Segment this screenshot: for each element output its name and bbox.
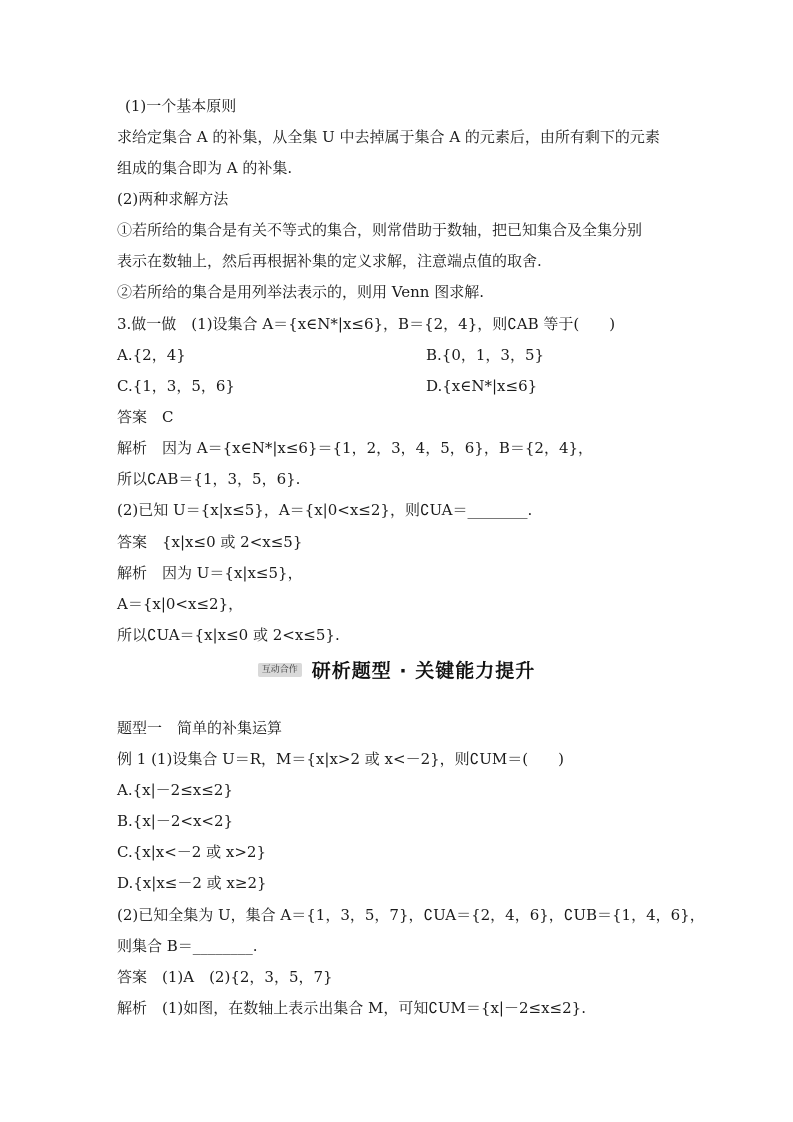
- option-a: A.{2，4}: [117, 346, 186, 364]
- answer-line: 答案 {x|x≤0 或 2<x≤5}: [117, 533, 303, 551]
- exercise-question: 3.做一做 (1)设集合 A＝{x∈N*|x≤6}，B＝{2，4}，则∁AB 等于( ): [117, 315, 616, 333]
- text-line: 则集合 B＝________.: [117, 937, 258, 955]
- exercise-question: (2)已知 U＝{x|x≤5}，A＝{x|0<x≤2}，则∁UA＝________.: [117, 501, 533, 519]
- subheading-methods: (2)两种求解方法: [117, 190, 229, 208]
- answer-line: 答案 C: [117, 408, 174, 426]
- text-line: 组成的集合即为 A 的补集.: [117, 159, 293, 177]
- option-c: C.{x|x<－2 或 x>2}: [117, 843, 266, 861]
- options-row: [117, 376, 697, 396]
- example-question: (2)已知全集为 U，集合 A＝{1，3，5，7}，∁UA＝{2，4，6}，∁UB＝{1，4，6}，: [117, 906, 705, 924]
- analysis-line: 解析 因为 U＝{x|x≤5}，: [117, 564, 303, 582]
- text-line: ②若所给的集合是用列举法表示的，则用 Venn 图求解.: [117, 283, 484, 301]
- option-b: B.{0，1，3，5}: [426, 346, 545, 364]
- text-line: 表示在数轴上，然后再根据补集的定义求解，注意端点值的取舍.: [117, 252, 542, 270]
- option-d: D.{x∈N*|x≤6}: [426, 377, 538, 395]
- example-question: 例 1 (1)设集合 U＝R，M＝{x|x>2 或 x<－2}，则∁UM＝( ): [117, 750, 564, 768]
- text-line: 所以∁AB＝{1，3，5，6}.: [117, 470, 301, 488]
- text-line: A＝{x|0<x≤2}，: [117, 595, 244, 613]
- analysis-line: 解析 (1)如图，在数轴上表示出集合 M，可知∁UM＝{x|－2≤x≤2}.: [117, 999, 586, 1017]
- option-a: A.{x|－2≤x≤2}: [117, 781, 233, 799]
- option-b: B.{x|－2<x<2}: [117, 812, 234, 830]
- analysis-line: 解析 因为 A＝{x∈N*|x≤6}＝{1，2，3，4，5，6}，B＝{2，4}，: [117, 439, 594, 457]
- text-line: 求给定集合 A 的补集，从全集 U 中去掉属于集合 A 的元素后，由所有剩下的元素: [117, 128, 660, 146]
- answer-line: 答案 (1)A (2){2，3，5，7}: [117, 968, 333, 986]
- text-line: ①若所给的集合是有关不等式的集合，则常借助于数轴，把已知集合及全集分别: [117, 221, 643, 239]
- text-line: 所以∁UA＝{x|x≤0 或 2<x≤5}.: [117, 626, 340, 644]
- section-tag: 互动合作: [258, 663, 302, 677]
- option-d: D.{x|x≤－2 或 x≥2}: [117, 874, 267, 892]
- options-row: [117, 345, 697, 365]
- option-c: C.{1，3，5，6}: [117, 377, 235, 395]
- subheading-principle: (1)一个基本原则: [125, 97, 237, 115]
- section-heading: [0, 656, 793, 683]
- topic-heading: 题型一 简单的补集运算: [117, 719, 283, 737]
- section-title: 研析题型 · 关键能力提升: [311, 660, 536, 682]
